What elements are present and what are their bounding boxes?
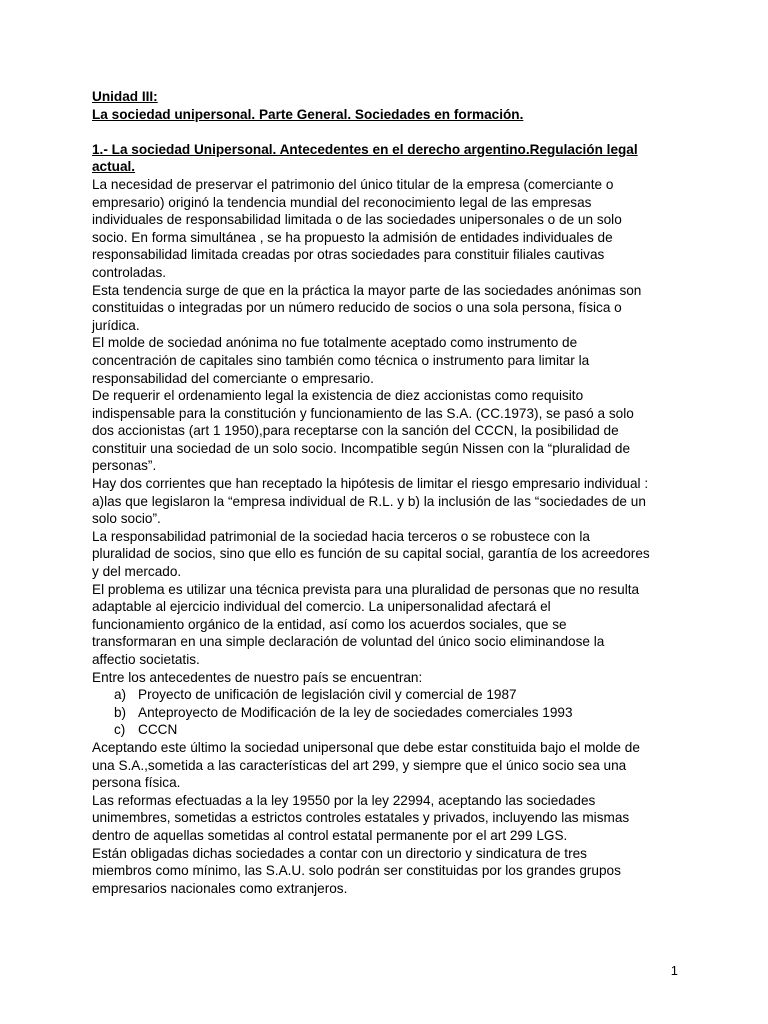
text-line: affectio societatis. [92, 652, 200, 667]
text-line: constituir una sociedad de un solo socio. Incompatible según Nissen con la “pluralidad de [92, 440, 631, 456]
text-line: unimembres, sometidas a estrictos controles estatales y privados, incluyendo las mismas [92, 810, 630, 826]
list-item-text: Proyecto de unificación de legislación civil y comercial de 1987 [138, 687, 517, 703]
text-line: Están obligadas dichas sociedades a contar con un directorio y sindicatura de tres [92, 845, 587, 861]
page-number: 1 [670, 963, 678, 978]
unit-subtitle: La sociedad unipersonal. Parte General. Sociedades en formación. [92, 106, 524, 122]
text-line: personas”. [92, 458, 157, 474]
text-line: solo socio”. [92, 511, 161, 527]
list-marker: c) [114, 722, 126, 738]
text-line: persona física. [92, 775, 181, 791]
text-line: responsabilidad limitada creadas por otras sociedades para constituir filiales cautivas [92, 247, 605, 263]
text-line: a)las que legislaron la “empresa individual de R.L. y b) la inclusión de las “sociedades de un [92, 493, 646, 509]
list-item-text: Anteproyecto de Modificación de la ley de sociedades comerciales 1993 [138, 704, 573, 720]
text-line: jurídica. [92, 317, 140, 333]
text-line: Esta tendencia surge de que en la práctica la mayor parte de las sociedades anónimas son [92, 282, 642, 298]
spacer [92, 123, 682, 141]
text-line: La necesidad de preservar el patrimonio del único titular de la empresa (comerciante o [92, 176, 614, 192]
unit-heading: Unidad III: [92, 89, 158, 104]
text-line: funcionamiento orgánico de la entidad, así como los acuerdos sociales, que se [92, 616, 567, 632]
text-line: responsabilidad del comerciante o empresario. [92, 370, 374, 386]
section-heading-line-2: actual. [92, 159, 136, 175]
text-line: La responsabilidad patrimonial de la sociedad hacia terceros o se robustece con la [92, 528, 590, 544]
list-item [114, 704, 682, 722]
text-line: y del mercado. [92, 564, 182, 580]
list-item [114, 721, 682, 739]
text-line: dos accionistas (art 1 1950),para receptarse con la sanción del CCCN, la posibilidad de [92, 423, 619, 439]
list-item-text: CCCN [138, 722, 178, 738]
antecedents-list [92, 686, 682, 739]
text-line: dentro de aquellas sometidas al control estatal permanente por el art 299 LGS. [92, 827, 568, 843]
text-line: constituidas o integradas por un número reducido de socios o una sola persona, física o [92, 300, 622, 316]
text-line: pluralidad de socios, sino que ello es función de su capital social, garantía de los acreedores [92, 546, 650, 562]
text-line: una S.A.,sometida a las características del art 299, y siempre que el único socio sea una [92, 757, 627, 773]
text-line: empresarios nacionales como extranjeros. [92, 880, 348, 896]
text-line: adaptable al ejercicio individual del comercio. La unipersonalidad afectará el [92, 599, 551, 615]
list-marker: b) [114, 704, 127, 720]
list-item [114, 686, 682, 704]
text-line: miembros como mínimo, las S.A.U. solo podrán ser constituidas por los grandes grupos [92, 863, 621, 879]
text-line: Aceptando este último la sociedad unipersonal que debe estar constituida bajo el molde de [92, 739, 640, 755]
text-line: El problema es utilizar una técnica prevista para una pluralidad de personas que no resulta [92, 581, 640, 597]
text-line: individuales de responsabilidad limitada o de las sociedades unipersonales o de un solo [92, 212, 622, 228]
text-line: transformaran en una simple declaración de voluntad del único socio eliminandose la [92, 634, 605, 650]
text-line: El molde de sociedad anónima no fue totalmente aceptado como instrumento de [92, 335, 578, 351]
list-marker: a) [114, 687, 127, 703]
text-line: indispensable para la constitución y funcionamiento de las S.A. (CC.1973), se pasó a solo [92, 405, 634, 421]
text-line: empresario) originó la tendencia mundial del reconocimiento legal de las empresas [92, 194, 592, 210]
text-line: Hay dos corrientes que han receptado la hipótesis de limitar el riesgo empresario individual : [92, 476, 649, 492]
document-body [92, 88, 682, 897]
text-line: controladas. [92, 264, 167, 280]
text-line: concentración de capitales sino también como técnica o instrumento para limitar la [92, 352, 590, 368]
text-line: socio. En forma simultánea , se ha propuesto la admisión de entidades individuales de [92, 229, 613, 245]
text-line: Las reformas efectuadas a la ley 19550 por la ley 22994, aceptando las sociedades [92, 792, 596, 808]
text-line: Entre los antecedentes de nuestro país se encuentran: [92, 669, 423, 685]
section-heading-line-1: 1.- La sociedad Unipersonal. Antecedentes en el derecho argentino.Regulación legal [92, 141, 638, 157]
body-text-continued [92, 739, 682, 897]
body-text [92, 176, 682, 686]
text-line: De requerir el ordenamiento legal la existencia de diez accionistas como requisito [92, 388, 584, 404]
